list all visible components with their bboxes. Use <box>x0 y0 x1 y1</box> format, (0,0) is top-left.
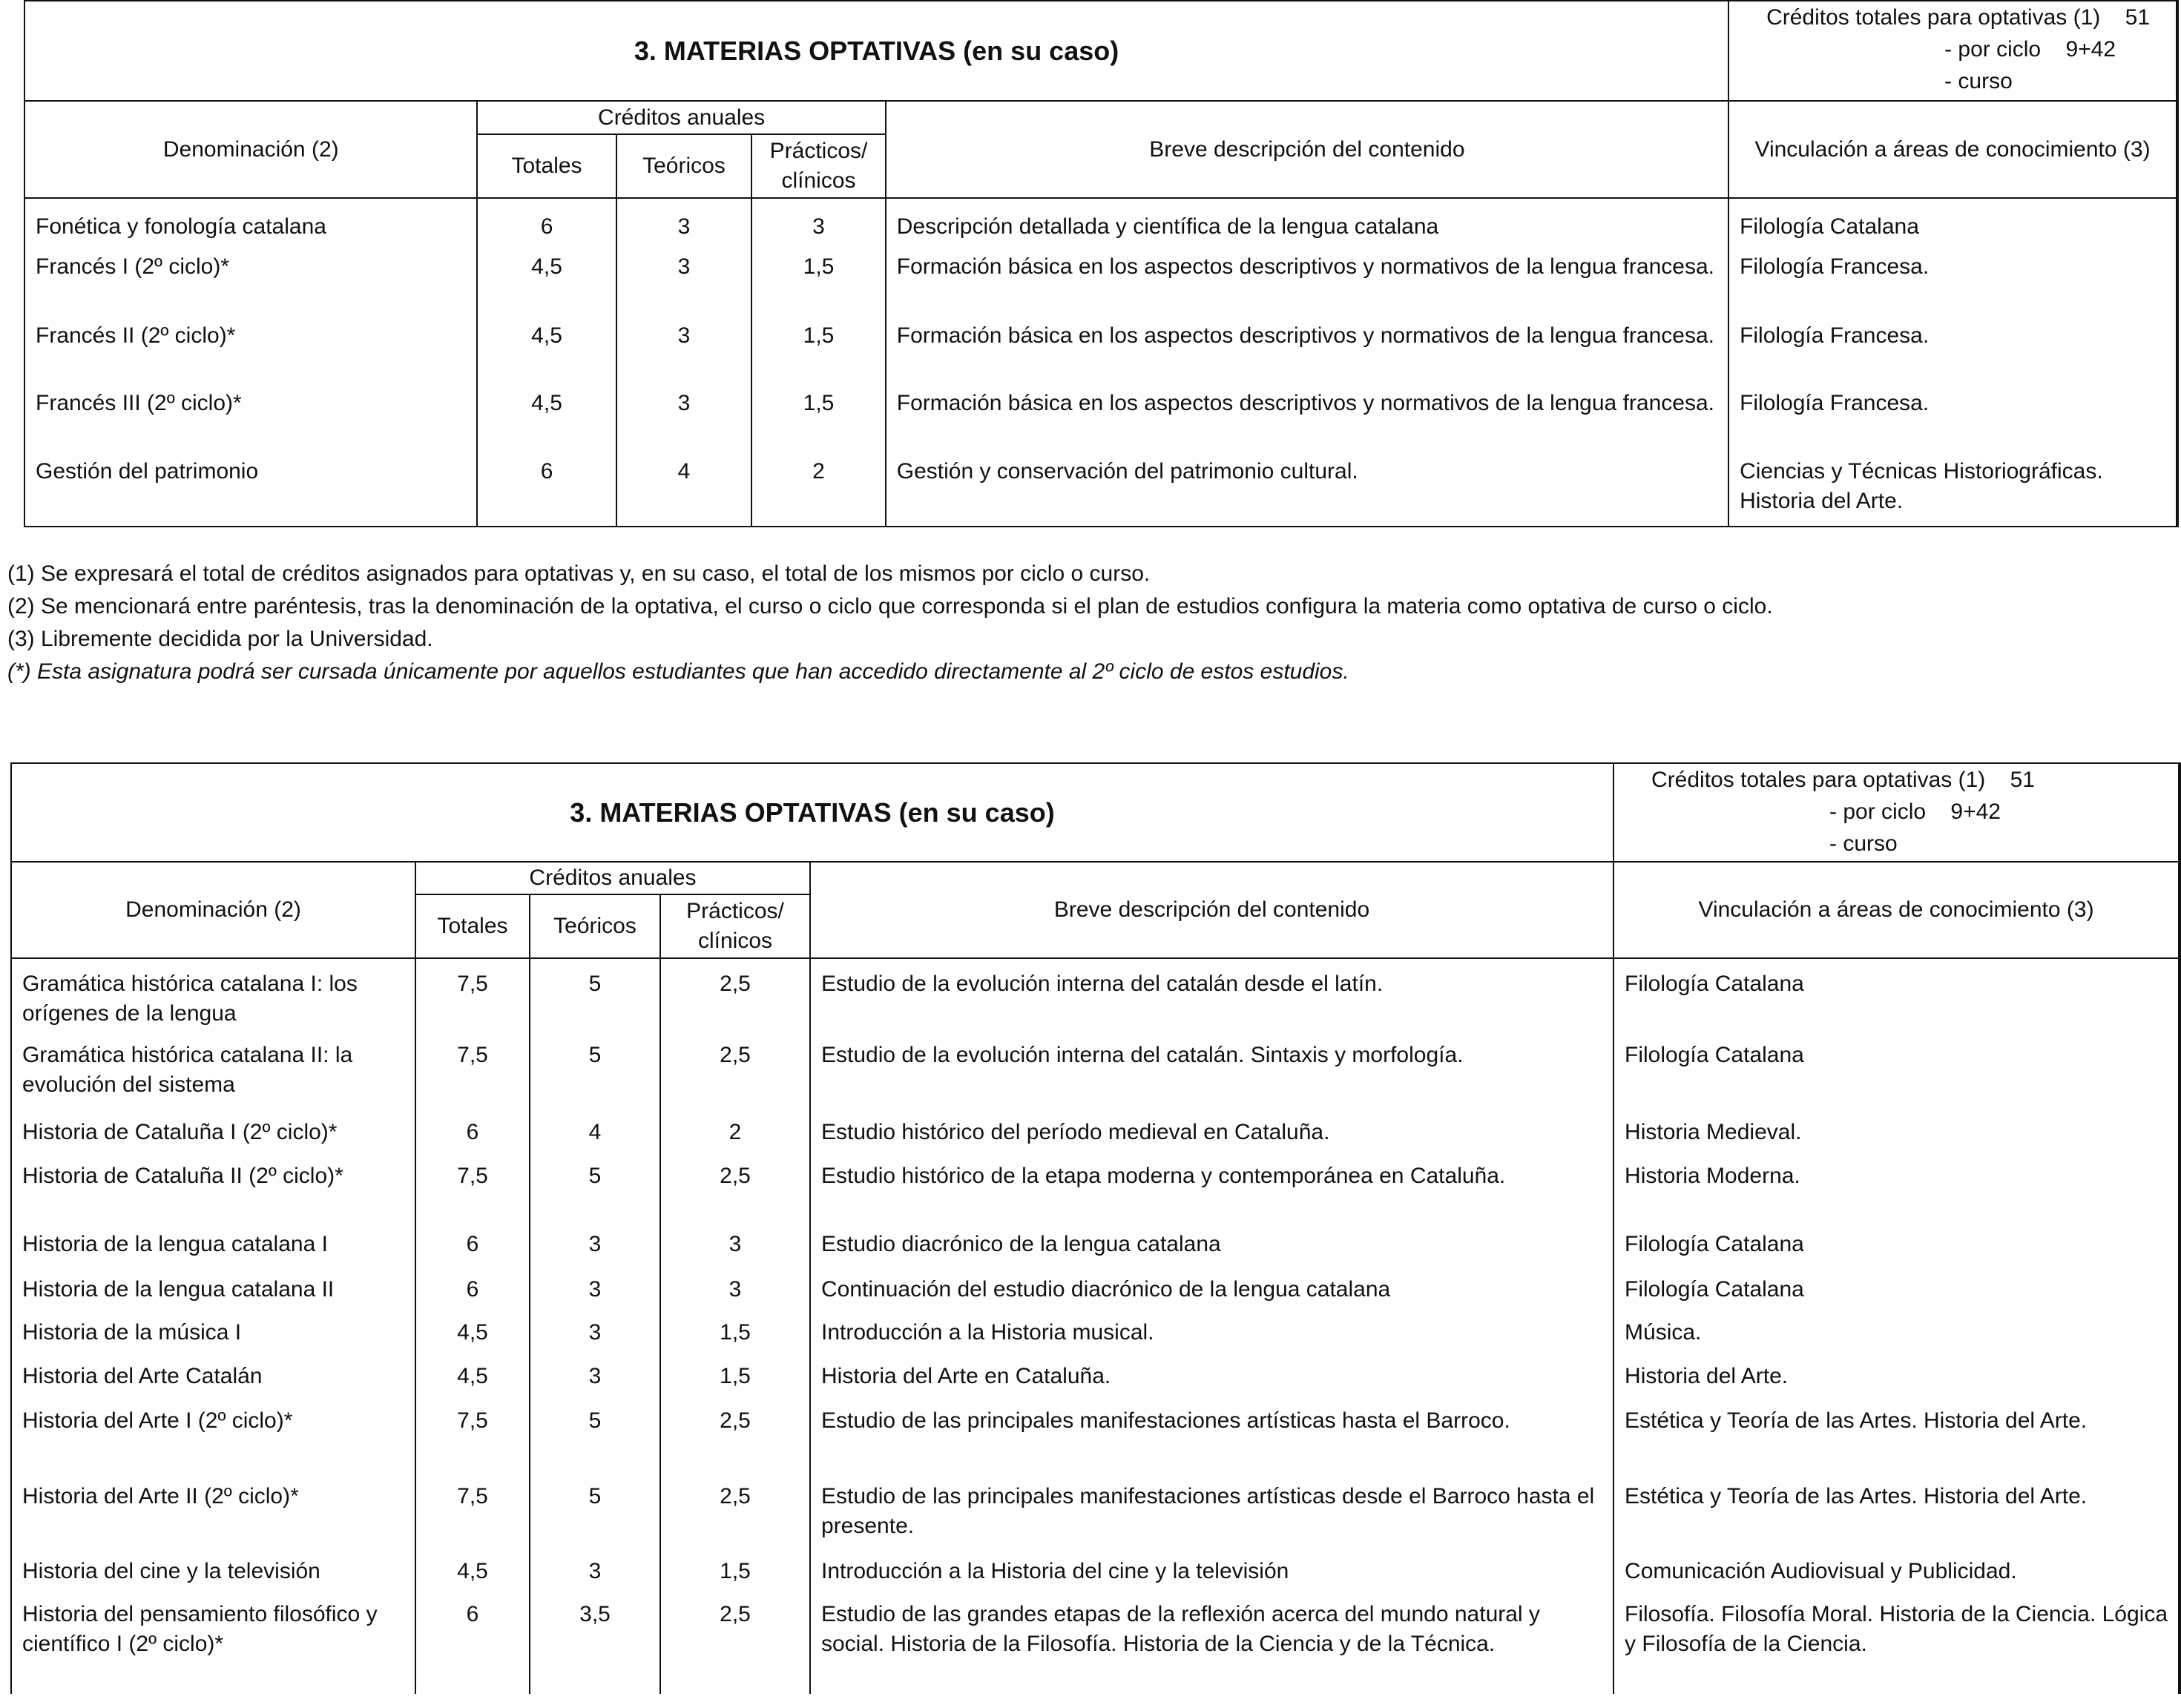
row-descripcion: Formación básica en los aspectos descriptivos y normativos de la lengua francesa. <box>886 315 1728 383</box>
row-totales: 6 <box>415 1594 530 1694</box>
row-descripcion: Gestión y conservación del patrimonio cultural. <box>886 451 1728 527</box>
row-teoricos: 3 <box>616 315 752 383</box>
row-totales: 4,5 <box>415 1551 530 1594</box>
optativas-table-1 <box>24 0 2179 527</box>
row-practicos: 3 <box>751 198 885 246</box>
row-name: Historia de Cataluña II (2º ciclo)* <box>11 1155 415 1224</box>
row-teoricos: 5 <box>530 958 660 1035</box>
row-descripcion: Continuación del estudio diacrónico de la lengua catalana <box>810 1269 1613 1312</box>
table-row <box>11 1269 2180 1312</box>
row-vinculacion: Ciencias y Técnicas Historiográficas. Historia del Arte. <box>1728 451 2177 527</box>
table-row <box>11 1476 2180 1551</box>
row-name: Gestión del patrimonio <box>24 451 477 527</box>
row-vinculacion: Música. <box>1613 1312 2180 1356</box>
row-name: Historia del pensamiento filosófico y científico I (2º ciclo)* <box>11 1594 415 1694</box>
row-descripcion: Estudio de las principales manifestaciones artísticas hasta el Barroco. <box>810 1400 1613 1476</box>
row-practicos: 2,5 <box>660 1476 810 1551</box>
row-totales: 4,5 <box>477 383 616 451</box>
row-teoricos: 3,5 <box>530 1594 660 1694</box>
table-row <box>11 1400 2180 1476</box>
header-practicos: Prácticos/ clínicos <box>751 134 885 198</box>
row-name: Historia del cine y la televisión <box>11 1551 415 1594</box>
row-vinculacion: Historia del Arte. <box>1613 1356 2180 1400</box>
row-teoricos: 3 <box>530 1356 660 1400</box>
footnotes <box>7 558 1773 688</box>
header-descripcion: Breve descripción del contenido <box>810 862 1613 958</box>
footnote-1: (1) Se expresará el total de créditos asignados para optativas y, en su caso, el total de los mismos por ciclo o curso. <box>7 561 1151 586</box>
credits-total-label: Créditos totales para optativas (1) <box>1766 5 2101 30</box>
row-vinculacion: Filología Catalana <box>1728 198 2177 246</box>
header-teoricos: Teóricos <box>616 134 752 198</box>
row-totales: 7,5 <box>415 1476 530 1551</box>
row-totales: 7,5 <box>415 958 530 1035</box>
row-vinculacion: Filología Catalana <box>1613 1035 2180 1112</box>
header-totales: Totales <box>415 894 530 958</box>
row-totales: 4,5 <box>415 1312 530 1356</box>
row-teoricos: 5 <box>530 1400 660 1476</box>
row-practicos: 3 <box>660 1269 810 1312</box>
row-vinculacion: Estética y Teoría de las Artes. Historia del Arte. <box>1613 1476 2180 1551</box>
row-teoricos: 3 <box>530 1551 660 1594</box>
row-practicos: 1,5 <box>660 1551 810 1594</box>
row-practicos: 2,5 <box>660 1155 810 1224</box>
table-row <box>11 1312 2180 1356</box>
row-totales: 7,5 <box>415 1035 530 1112</box>
row-vinculacion: Filosofía. Filosofía Moral. Historia de la Ciencia. Lógica y Filosofía de la Ciencia. <box>1613 1594 2180 1694</box>
row-practicos: 2 <box>751 451 885 527</box>
table-2-body <box>11 958 2180 1694</box>
row-name: Historia de la lengua catalana II <box>11 1269 415 1312</box>
row-totales: 6 <box>477 198 616 246</box>
table-row <box>24 383 2177 451</box>
table-1-body <box>24 198 2177 527</box>
row-vinculacion: Filología Francesa. <box>1728 383 2177 451</box>
row-vinculacion: Filología Francesa. <box>1728 315 2177 383</box>
row-vinculacion: Filología Catalana <box>1613 1269 2180 1312</box>
row-practicos: 1,5 <box>660 1356 810 1400</box>
header-practicos: Prácticos/ clínicos <box>660 894 810 958</box>
credits-box <box>1728 1 2177 101</box>
row-descripcion: Estudio diacrónico de la lengua catalana <box>810 1224 1613 1269</box>
section-title: 3. MATERIAS OPTATIVAS (en su caso) <box>24 1 1728 101</box>
row-practicos: 2,5 <box>660 1035 810 1112</box>
table-row <box>11 1356 2180 1400</box>
row-vinculacion: Filología Francesa. <box>1728 246 2177 315</box>
row-practicos: 1,5 <box>660 1312 810 1356</box>
table-row <box>11 958 2180 1035</box>
row-name: Historia de la música I <box>11 1312 415 1356</box>
row-teoricos: 3 <box>530 1269 660 1312</box>
table-row <box>24 315 2177 383</box>
table-row <box>11 1112 2180 1155</box>
row-teoricos: 3 <box>530 1224 660 1269</box>
row-totales: 4,5 <box>477 315 616 383</box>
row-descripcion: Historia del Arte en Cataluña. <box>810 1356 1613 1400</box>
header-totales: Totales <box>477 134 616 198</box>
table-row <box>11 1551 2180 1594</box>
row-practicos: 2,5 <box>660 1594 810 1694</box>
credits-box <box>1613 763 2180 862</box>
row-practicos: 2,5 <box>660 958 810 1035</box>
row-vinculacion: Comunicación Audiovisual y Publicidad. <box>1613 1551 2180 1594</box>
row-name: Francés II (2º ciclo)* <box>24 315 477 383</box>
footnote-2: (2) Se mencionará entre paréntesis, tras la denominación de la optativa, el curso o ciclo que corresponda si el plan de estudios configura la materia como optativa de curso o ciclo. <box>7 594 1773 619</box>
row-totales: 7,5 <box>415 1400 530 1476</box>
credits-total-value: 51 <box>2010 768 2035 792</box>
credits-ciclo-value: 9+42 <box>1950 799 2001 824</box>
section-title: 3. MATERIAS OPTATIVAS (en su caso) <box>11 763 1613 862</box>
row-vinculacion: Filología Catalana <box>1613 958 2180 1035</box>
row-vinculacion: Estética y Teoría de las Artes. Historia del Arte. <box>1613 1400 2180 1476</box>
row-vinculacion: Filología Catalana <box>1613 1224 2180 1269</box>
row-name: Francés III (2º ciclo)* <box>24 383 477 451</box>
row-name: Gramática histórica catalana I: los orígenes de la lengua <box>11 958 415 1035</box>
table-row <box>24 198 2177 246</box>
footnote-3: (3) Libremente decidida por la Universidad. <box>7 627 433 651</box>
row-practicos: 3 <box>660 1224 810 1269</box>
row-totales: 6 <box>415 1112 530 1155</box>
row-teoricos: 3 <box>616 246 752 315</box>
row-name: Fonética y fonología catalana <box>24 198 477 246</box>
row-practicos: 2 <box>660 1112 810 1155</box>
footnote-asterisk: (*) Esta asignatura podrá ser cursada únicamente por aquellos estudiantes que han accedido directamente al 2º ciclo de estos estudios. <box>7 659 1349 684</box>
header-creditos-anuales: Créditos anuales <box>477 101 885 134</box>
row-descripcion: Formación básica en los aspectos descriptivos y normativos de la lengua francesa. <box>886 246 1728 315</box>
row-name: Historia del Arte Catalán <box>11 1356 415 1400</box>
row-name: Historia de la lengua catalana I <box>11 1224 415 1269</box>
row-totales: 4,5 <box>415 1356 530 1400</box>
row-teoricos: 3 <box>616 383 752 451</box>
table-row <box>11 1035 2180 1112</box>
header-vinculacion: Vinculación a áreas de conocimiento (3) <box>1613 862 2180 958</box>
row-practicos: 1,5 <box>751 246 885 315</box>
row-totales: 6 <box>415 1269 530 1312</box>
row-descripcion: Estudio de las principales manifestaciones artísticas desde el Barroco hasta el presente. <box>810 1476 1613 1551</box>
row-totales: 6 <box>415 1224 530 1269</box>
credits-curso-label: - curso <box>1829 831 1898 856</box>
credits-ciclo-label: - por ciclo <box>1829 799 1927 824</box>
row-name: Gramática histórica catalana II: la evolución del sistema <box>11 1035 415 1112</box>
header-creditos-anuales: Créditos anuales <box>415 862 810 894</box>
row-totales: 7,5 <box>415 1155 530 1224</box>
table-row <box>24 246 2177 315</box>
table-row <box>11 1155 2180 1224</box>
header-descripcion: Breve descripción del contenido <box>886 101 1728 198</box>
header-denominacion: Denominación (2) <box>11 862 415 958</box>
row-teoricos: 4 <box>616 451 752 527</box>
row-practicos: 1,5 <box>751 315 885 383</box>
credits-ciclo-value: 9+42 <box>2065 37 2116 62</box>
row-teoricos: 5 <box>530 1155 660 1224</box>
row-descripcion: Introducción a la Historia musical. <box>810 1312 1613 1356</box>
table-row <box>24 451 2177 527</box>
credits-total-value: 51 <box>2125 5 2151 30</box>
row-teoricos: 5 <box>530 1035 660 1112</box>
row-name: Historia del Arte I (2º ciclo)* <box>11 1400 415 1476</box>
row-descripcion: Estudio de la evolución interna del catalán. Sintaxis y morfología. <box>810 1035 1613 1112</box>
row-totales: 4,5 <box>477 246 616 315</box>
table-row <box>11 1224 2180 1269</box>
row-practicos: 2,5 <box>660 1400 810 1476</box>
credits-curso-label: - curso <box>1944 69 2013 93</box>
header-denominacion: Denominación (2) <box>24 101 477 198</box>
row-vinculacion: Historia Medieval. <box>1613 1112 2180 1155</box>
row-totales: 6 <box>477 451 616 527</box>
row-descripcion: Estudio de la evolución interna del catalán desde el latín. <box>810 958 1613 1035</box>
row-descripcion: Estudio histórico de la etapa moderna y contemporánea en Cataluña. <box>810 1155 1613 1224</box>
row-vinculacion: Historia Moderna. <box>1613 1155 2180 1224</box>
header-teoricos: Teóricos <box>530 894 660 958</box>
row-practicos: 1,5 <box>751 383 885 451</box>
row-name: Francés I (2º ciclo)* <box>24 246 477 315</box>
row-descripcion: Estudio histórico del período medieval en Cataluña. <box>810 1112 1613 1155</box>
row-descripcion: Descripción detallada y científica de la lengua catalana <box>886 198 1728 246</box>
row-teoricos: 3 <box>616 198 752 246</box>
header-vinculacion: Vinculación a áreas de conocimiento (3) <box>1728 101 2177 198</box>
row-name: Historia de Cataluña I (2º ciclo)* <box>11 1112 415 1155</box>
row-teoricos: 4 <box>530 1112 660 1155</box>
credits-ciclo-label: - por ciclo <box>1944 37 2042 62</box>
row-descripcion: Introducción a la Historia del cine y la televisión <box>810 1551 1613 1594</box>
row-descripcion: Estudio de las grandes etapas de la reflexión acerca del mundo natural y social. Historia de la Filosofía. Historia de la Ciencia y de la Técnica. <box>810 1594 1613 1694</box>
row-name: Historia del Arte II (2º ciclo)* <box>11 1476 415 1551</box>
optativas-table-2 <box>10 762 2181 1694</box>
row-teoricos: 5 <box>530 1476 660 1551</box>
credits-total-label: Créditos totales para optativas (1) <box>1651 768 1986 792</box>
table-row <box>11 1594 2180 1694</box>
row-descripcion: Formación básica en los aspectos descriptivos y normativos de la lengua francesa. <box>886 383 1728 451</box>
row-teoricos: 3 <box>530 1312 660 1356</box>
